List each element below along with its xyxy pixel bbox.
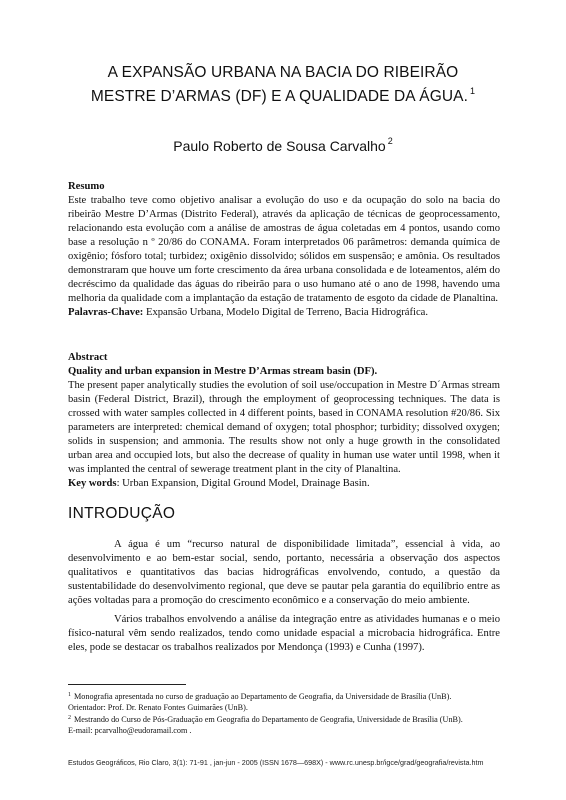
footnote-divider <box>68 684 186 685</box>
journal-footer: Estudos Geográficos, Rio Claro, 3(1): 71-91 , jan-jun - 2005 (ISSN 1678—698X) - www.rc.unesp.br/igce/grad/geografia/revista.htm <box>68 758 484 767</box>
paper-title <box>40 63 526 106</box>
footnote-1-mark: 1 <box>68 692 71 698</box>
footnotes <box>68 690 500 736</box>
author-name: Paulo Roberto de Sousa Carvalho <box>173 138 386 154</box>
resumo-section <box>68 180 500 320</box>
title-footnote-mark: 1 <box>470 86 476 96</box>
introduction-body <box>68 538 500 660</box>
footnote-1 <box>68 690 500 703</box>
footnote-2-email: E-mail: pcarvalho@eudoramail.com . <box>68 725 192 735</box>
abstract-heading: Abstract <box>68 352 108 363</box>
footnote-1-advisor: Orientador: Prof. Dr. Renato Fontes Guimarães (UnB). <box>68 702 248 712</box>
abstract-keywords-label: Key words <box>68 478 117 489</box>
intro-paragraph-1: A água é um “recurso natural de disponibilidade limitada”, essencial à vida, ao desenvolvimento e ao bem-estar social, sendo, portanto, necessária a observação dos aspectos qualitativos e quantitativos das bacias hidrográficas envolvendo, contudo, a questão da sustentabilidade do desenvolvimento regional, que deve se pautar pela garantia do equilíbrio entre as ações voltadas para a promoção do crescimento econômico e a conservação do meio ambiente. <box>68 539 500 606</box>
footnote-2-mark: 2 <box>68 715 71 721</box>
abstract-keywords <box>68 477 500 491</box>
resumo-keywords-label: Palavras-Chave: <box>68 307 144 318</box>
resumo-body: Este trabalho teve como objetivo analisar a evolução do uso e da ocupação do solo na bacia do ribeirão Mestre D’Armas (Distrito Federal), através da aplicação de técnicas de geoprocessamento, relacionando esta evolução com a análise de amostras de água coletadas em 4 pontos, usando como base a resolução n º 20/86 do CONAMA. Foram interpretados 06 parâmetros: demanda química de oxigênio; fósforo total; turbidez; oxigênio dissolvido; sólidos em suspensão; e amônia. Os resultados demonstraram que houve um forte crescimento da área urbana consolidada e de loteamentos, além do decréscimo da qualidade das águas do ribeirão para o uso humano até o ano de 1998, havendo uma melhoria da qualidade com a implantação da estação de tratamento de esgoto da cidade de Planaltina. <box>68 195 500 304</box>
resumo-keywords <box>68 306 500 320</box>
footnote-2 <box>68 713 500 726</box>
title-line-1: A EXPANSÃO URBANA NA BACIA DO RIBEIRÃO <box>107 64 459 81</box>
title-line-2-text: MESTRE D’ARMAS (DF) E A QUALIDADE DA ÁGUA. <box>90 88 469 105</box>
author-footnote-mark: 2 <box>387 136 393 146</box>
abstract-section <box>68 351 500 491</box>
abstract-body: The present paper analytically studies the evolution of soil use/occupation in Mestre D´Armas stream basin (Federal District, Brazil), through the employment of geoprocessing techniques. The data is crossed with water samples collected in 4 different points, based in CONAMA resolution #20/86. Six parameters are interpreted: chemical demand of oxygen; total phosphor; turbidity; dissolved oxygen; solids in suspension; and ammonia. The results show not only a huge growth in the consolidated urban area and occupied lots, but also the decrease of quality in human use water until 1998, when it was implanted the central of sewerage treatment plant in the city of Planaltina. <box>68 380 500 475</box>
title-line-2 <box>40 82 526 106</box>
resumo-keywords-text: Expansão Urbana, Modelo Digital de Terreno, Bacia Hidrográfica. <box>143 307 429 318</box>
intro-paragraph-2: Vários trabalhos envolvendo a análise da integração entre as atividades humanas e o meio físico-natural vêm sendo realizados, tendo como unidade espacial a microbacia hidrográfica. Entre eles, pode se destacar os trabalhos realizados por Mendonça (1993) e Cunha (1997). <box>68 614 500 653</box>
introduction-heading: INTRODUÇÃO <box>68 505 176 522</box>
footnote-2-text: Mestrando do Curso de Pós-Graduação em Geografia do Departamento de Geografia, Universidade de Brasília (UnB). <box>74 715 463 724</box>
resumo-heading: Resumo <box>68 181 105 192</box>
footnote-1-text: Monografia apresentada no curso de graduação ao Departamento de Geografia, da Universidade de Brasília (UnB). <box>74 692 452 701</box>
abstract-keywords-text: : Urban Expansion, Digital Ground Model, Drainage Basin. <box>116 478 370 489</box>
author-line <box>40 136 526 154</box>
abstract-subtitle: Quality and urban expansion in Mestre D’Armas stream basin (DF). <box>68 366 378 377</box>
